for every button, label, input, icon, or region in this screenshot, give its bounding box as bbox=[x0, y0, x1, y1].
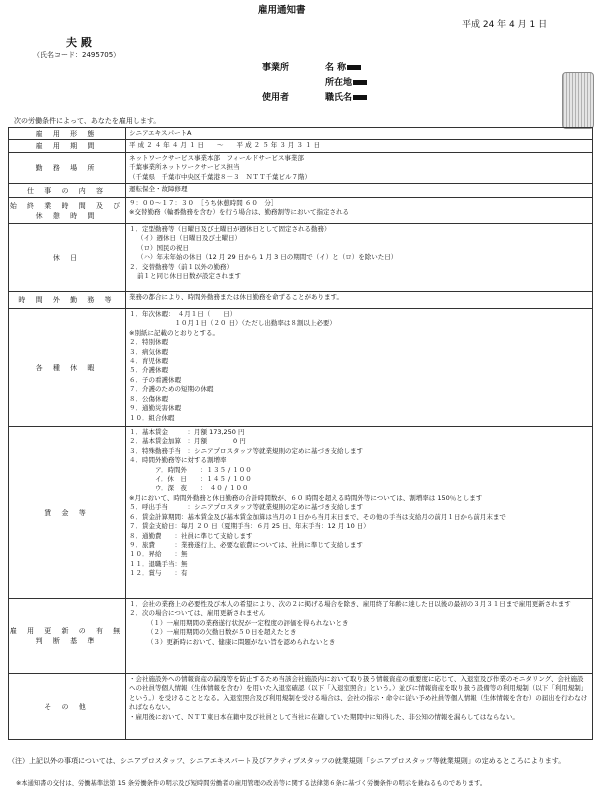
label-user: 使用者 bbox=[262, 93, 290, 103]
row-label: 勤 務 場 所 bbox=[9, 152, 126, 183]
row-value bbox=[126, 198, 593, 224]
row-value-line: １１．退職手当：無 bbox=[129, 559, 188, 568]
row-value bbox=[126, 224, 593, 292]
row-value-line: 千葉事業所ネットワークサービス担当 bbox=[129, 163, 240, 172]
row-value-line: 前１と同じ休日日数が設定されます bbox=[137, 272, 241, 281]
footer-note: （注）上記以外の事項については、シニアプロスタッフ、シニアエキスパート及びアクティブスタッフの就業規則「シニアプロスタッフ等就業規則」の定めるところによります。 bbox=[8, 757, 566, 765]
row-value-line: （千葉県 千葉市中央区千葉港８－３ ＮＴＴ千葉ビル７階） bbox=[129, 172, 311, 181]
label-office: 事業所 bbox=[262, 63, 290, 73]
row-value-line: ・会社施設外への情報資産の漏洩等を防止するため当該会社施設内において取り扱う情報資産の重要度に応じて、入退室及び作業のモニタリング、会社施設への社員等個人情報（生体情報を含む）を用いた入退室確認（以下「入退室照合」という。）並びに情報資産を取り扱う設備等の利用規制（以下「利用規制」という。）を受けることとなる。入退室照合及び利用規制を受ける場合は、会社の指示・命令に従い予め社員等個人情報（生体情報を含む）の届出を行わなければならない。 bbox=[129, 675, 588, 712]
table-row bbox=[9, 427, 593, 599]
row-value-line: ５．呼出手当 ：シニアプロスタッフ等就業規則の定めに基づき支給します bbox=[129, 503, 363, 512]
label-address: 所在地 bbox=[325, 75, 367, 88]
document-title: 雇用通知書 bbox=[258, 5, 306, 16]
row-value-line: １０．昇給 ：無 bbox=[129, 550, 188, 559]
row-value-line: ２．次の場合については、雇用更新されません bbox=[129, 609, 266, 618]
row-value-line: ３．特殊勤務手当 ：シニアプロスタッフ等就業規則の定めに基づき支給します bbox=[129, 446, 363, 455]
row-value-line: ※別紙に記載のとおりとする。 bbox=[129, 328, 219, 337]
row-value-line: ６．賃金計算期間：基本賃金及び基本賃金加算は当月の１日から当月末日まで、その他の手当は支給月の前月１日から前月末まで bbox=[129, 512, 506, 521]
table-row bbox=[9, 184, 593, 198]
row-value bbox=[126, 309, 593, 427]
row-value-line: １０月１日（２０ 日）（ただし出勤率は８割以上必要） bbox=[129, 319, 336, 328]
row-label: 休 日 bbox=[9, 224, 126, 292]
row-value-line: ※月において、時間外勤務と休日勤務の合計時間数が、６０ 時間を超える時間外等については、割増率は 150％とします bbox=[129, 493, 483, 502]
row-value-line: １２．賞与 ：有 bbox=[129, 569, 188, 578]
row-value bbox=[126, 599, 593, 674]
row-value-line: （２）一雇用期間の欠勤日数が５０日を超えたとき bbox=[147, 628, 297, 637]
row-label: 賃 金 等 bbox=[9, 427, 126, 599]
intro-text: 次の労働条件によって、あなたを雇用します。 bbox=[14, 117, 161, 125]
row-label: 雇 用 形 態 bbox=[9, 128, 126, 140]
row-value bbox=[126, 427, 593, 599]
label-title-name: 職氏名 bbox=[325, 90, 367, 103]
row-value-line: （ロ）国民の祝日 bbox=[137, 243, 189, 252]
addressee: 夫 殿 bbox=[66, 36, 92, 49]
redaction-mark bbox=[347, 65, 361, 70]
row-value-line: （１）一雇用期間の業務遂行状況が一定程度の評価を得られないとき bbox=[147, 618, 349, 627]
row-value-line: １．会社の業務上の必要性及び本人の希望により、次の２に掲げる場合を除き、雇用終了年齢に達した日以後の最初の３月３１日まで雇用更新されます bbox=[129, 600, 571, 609]
row-value-line: １．定型勤務等（日曜日及び土曜日が週休日として固定される勤務） bbox=[129, 225, 331, 234]
row-label: 雇 用 期 間 bbox=[9, 140, 126, 152]
row-value-line: ３．病気休暇 bbox=[129, 347, 168, 356]
row-value-line: ９．通勤災害休暇 bbox=[129, 404, 181, 413]
row-value bbox=[126, 152, 593, 183]
label-company-name: 名 称 bbox=[325, 60, 361, 73]
row-value-line: １．年次休暇： ４月１日（ 日） bbox=[129, 310, 237, 319]
redaction-mark bbox=[353, 80, 367, 85]
row-value-line: ネットワークサービス事業本部 フィールドサービス事業部 bbox=[129, 153, 304, 162]
issue-date: 平成 24 年 4 月 1 日 bbox=[462, 20, 548, 30]
row-value-line: （イ）週休日（日曜日及び土曜日） bbox=[137, 234, 241, 243]
row-value-line: ８．通勤費 ：社員に準じて支給します bbox=[129, 531, 253, 540]
table-row bbox=[9, 224, 593, 292]
row-value-line: ２．交替勤務等（前１以外の勤務） bbox=[129, 262, 233, 271]
row-value bbox=[126, 674, 593, 740]
row-value bbox=[126, 184, 593, 198]
table-row bbox=[9, 309, 593, 427]
row-value-line: ９：００～１７：３０ ［うち休憩時間 ６０ 分］ bbox=[129, 199, 278, 208]
row-value-line: イ．休 日 ：１４５ / １００ bbox=[155, 475, 252, 484]
row-value-line: シニアエキスパートA bbox=[129, 129, 192, 137]
row-value-line: 業務の都合により、時間外勤務または休日勤務を命ずることがあります。 bbox=[129, 293, 343, 302]
table-row bbox=[9, 198, 593, 224]
row-value-line: （３）更新時において、健康に問題がない旨を認められないとき bbox=[147, 637, 336, 646]
row-value-line: ５．介護休暇 bbox=[129, 366, 168, 375]
row-label: 各 種 休 暇 bbox=[9, 309, 126, 427]
table-row bbox=[9, 292, 593, 309]
row-value bbox=[126, 128, 593, 140]
row-label: 仕 事 の 内 容 bbox=[9, 184, 126, 198]
row-value-line: ２．特別休暇 bbox=[129, 338, 168, 347]
table-row bbox=[9, 152, 593, 183]
row-value-line: ２．基本賃金加算 ：月額 0 円 bbox=[129, 437, 246, 446]
row-value-line: １．基本賃金 ：月額 173,250 円 bbox=[129, 428, 245, 437]
row-value-line: ９．旅費 ：業務遂行上、必要な旅費については、社員に準じて支給します bbox=[129, 540, 363, 549]
row-value bbox=[126, 140, 593, 152]
table-row bbox=[9, 599, 593, 674]
row-value-line: 運転保全・故障修理 bbox=[129, 185, 188, 194]
row-value-line: ８．公傷休暇 bbox=[129, 394, 168, 403]
row-value bbox=[126, 292, 593, 309]
row-value-line: ７．介護のための短期の休暇 bbox=[129, 385, 214, 394]
row-value-line: ４．育児休暇 bbox=[129, 357, 168, 366]
row-label: 雇 用 更 新 の 有 無 判 断 基 準 bbox=[9, 599, 126, 674]
row-label: 始 終 業 時 間 及 び 休 憩 時 間 bbox=[9, 198, 126, 224]
row-value-line: １０．組合休暇 bbox=[129, 413, 175, 422]
table-row bbox=[9, 674, 593, 740]
row-value-line: ４．時間外勤務等に対する割増率 bbox=[129, 456, 227, 465]
row-value-line: ６．子の看護休暇 bbox=[129, 375, 181, 384]
table-row bbox=[9, 140, 593, 152]
redaction-mark bbox=[353, 95, 367, 100]
employee-code: （氏名コード：2495705） bbox=[33, 51, 121, 59]
conditions-table-body bbox=[9, 128, 593, 740]
row-value-line: ７．賃金支給日：毎月 ２０ 日（夏期手当：６月 25 日、年末手当：12 月 10 日） bbox=[129, 522, 370, 531]
footer-legal-note: ※本通知書の交付は、労働基準法第 15 条労働条件の明示及び短時間労働者の雇用管理の改善等に関する法律第６条に基づく労働条件の明示を兼ねるものであります。 bbox=[16, 780, 487, 787]
row-value-line: ※交替勤務（輪番勤務を含む）を行う場合は、勤務割等において指定される bbox=[129, 208, 349, 217]
table-row bbox=[9, 128, 593, 140]
row-value-line: 平 成 ２ ４ 年 ４ 月 １ 日 ～ 平 成 ２ ５ 年 ３ 月 ３ １ 日 bbox=[129, 141, 321, 150]
conditions-table bbox=[8, 127, 593, 740]
company-seal bbox=[562, 72, 594, 129]
row-value-line: （ハ）年末年始の休日（12 月 29 日から 1 月 3 日の期間で（イ）と（ロ）を除いた日） bbox=[137, 253, 398, 262]
row-value-line: ウ．深 夜 ： ４０ / １００ bbox=[155, 484, 249, 493]
row-value-line: ・雇用後において、ＮＴＴ東日本在籍中及び社員として当社に在籍していた期間中に知得した、非公知の情報を漏らしてはならない。 bbox=[129, 712, 519, 721]
row-label: 時 間 外 勤 務 等 bbox=[9, 292, 126, 309]
row-value-line: ア．時間外 ：１３５ / １００ bbox=[155, 465, 252, 474]
row-label: そ の 他 bbox=[9, 674, 126, 740]
